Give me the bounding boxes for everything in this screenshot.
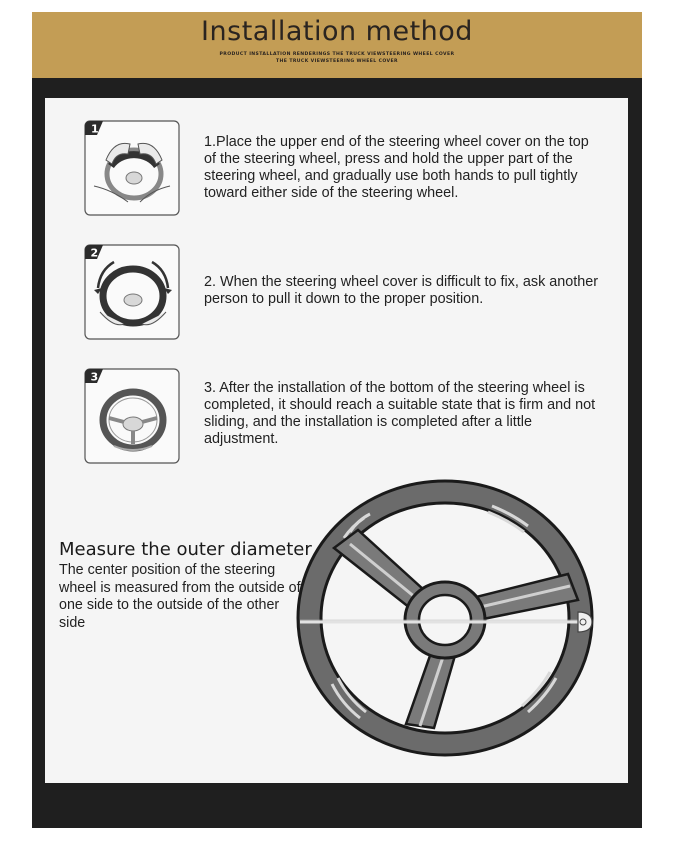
measure-description: The center position of the steering wheel is measured from the outside of one side to the outside of the other side	[59, 562, 301, 631]
hands-pressing-cover-icon	[84, 120, 180, 216]
step-2-text: 2. When the steering wheel cover is difficult to fix, ask another person to pull it down to the proper position.	[204, 274, 599, 307]
header-banner	[32, 12, 642, 78]
step-2-number: 2	[90, 246, 99, 260]
step-3-text: 3. After the installation of the bottom of the steering wheel is completed, it should reach a suitable state that is firm and not sliding, and the installation is completed after a little adjustment.	[204, 380, 596, 447]
page-title: Installation method	[201, 16, 473, 47]
covered-wheel-icon	[84, 368, 180, 464]
steering-wheel-illustration	[292, 474, 602, 764]
step-3-number: 3	[90, 370, 99, 384]
step-1-text: 1.Place the upper end of the steering wheel cover on the top of the steering wheel, press and hold the upper part of the steering wheel, and gradually use both hands to pull tightly toward either side of the steering wheel.	[204, 134, 589, 201]
measure-title: Measure the outer diameter	[59, 539, 312, 560]
step-1-number: 1	[91, 122, 99, 136]
header-subtitle-line1: PRODUCT INSTALLATION RENDERINGS THE TRUCK VIEWSTEERING WHEEL COVER	[219, 52, 455, 57]
header-subtitle-line2: THE TRUCK VIEWSTEERING WHEEL COVER	[276, 59, 398, 64]
hands-pulling-cover-icon	[84, 244, 180, 340]
